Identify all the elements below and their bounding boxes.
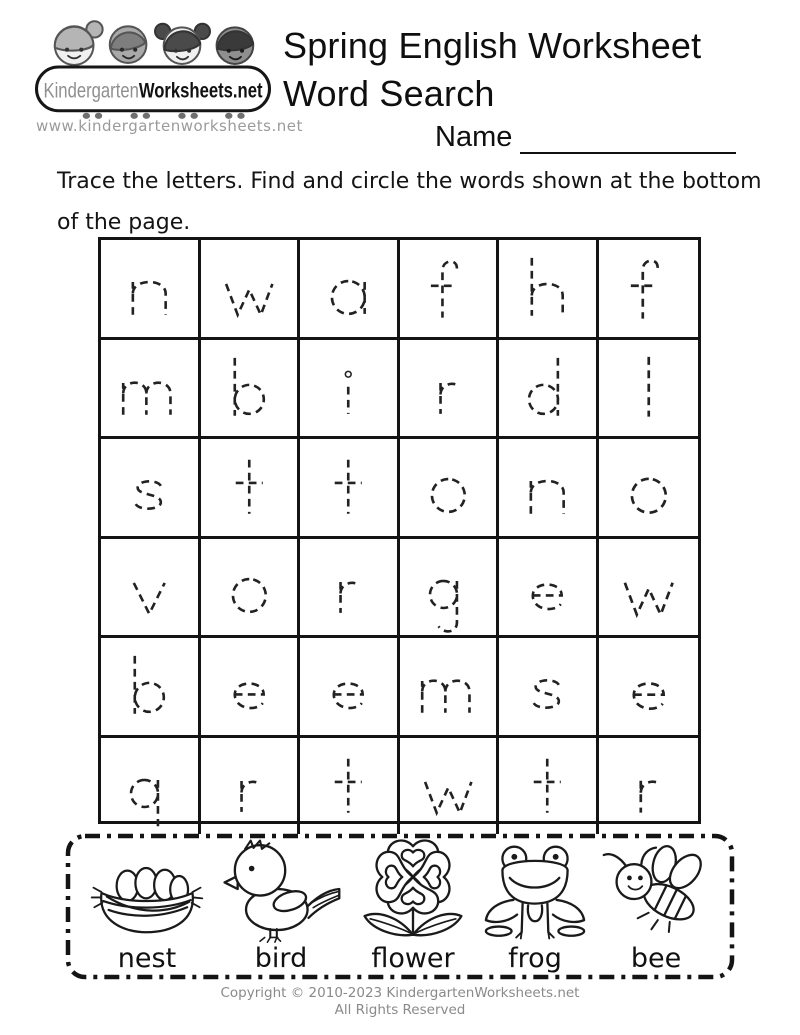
trace-letter-e-icon xyxy=(499,539,596,636)
word-bank-item-bee xyxy=(601,843,711,974)
trace-letter-d-icon xyxy=(499,340,596,437)
flower-icon xyxy=(357,823,469,944)
trace-letter-e-icon xyxy=(599,638,699,735)
grid-cell-r5c5 xyxy=(499,638,599,738)
grid-cell-r1c5 xyxy=(499,240,599,340)
grid-cell-r1c4 xyxy=(400,240,500,340)
trace-letter-w-icon xyxy=(599,539,699,636)
grid-cell-r6c4 xyxy=(400,738,500,835)
grid-cell-r2c1 xyxy=(101,340,201,440)
grid-cell-r1c6 xyxy=(599,240,699,340)
grid-cell-r3c5 xyxy=(499,439,599,539)
trace-letter-t-icon xyxy=(201,439,298,536)
grid-cell-r3c2 xyxy=(201,439,301,539)
word-bank-item-frog xyxy=(482,843,588,974)
trace-letter-o-icon xyxy=(201,539,298,636)
instructions-line2: of the page. xyxy=(57,210,191,235)
trace-letter-l-icon xyxy=(599,340,699,437)
kid-girl-gray-icon xyxy=(55,21,103,65)
instructions-line1: Trace the letters. Find and circle the words shown at the bottom xyxy=(57,169,762,194)
trace-letter-e-icon xyxy=(300,638,397,735)
letter-grid xyxy=(98,237,701,824)
grid-cell-r3c3 xyxy=(300,439,400,539)
trace-letter-s-icon xyxy=(499,638,596,735)
grid-cell-r5c2 xyxy=(201,638,301,738)
nest-icon xyxy=(89,850,205,944)
logo-text: KindergartenWorksheets.net xyxy=(43,79,263,104)
grid-cell-r5c3 xyxy=(300,638,400,738)
name-blank-line xyxy=(520,127,736,154)
grid-cell-r4c3 xyxy=(300,539,400,639)
site-logo xyxy=(33,8,273,130)
grid-cell-r6c2 xyxy=(201,738,301,835)
trace-letter-w-icon xyxy=(400,738,497,835)
trace-letter-n-icon xyxy=(101,240,198,337)
copyright-text: Copyright © 2010-2023 KindergartenWorksheets.net xyxy=(220,985,580,1001)
word-bank-item-bird xyxy=(218,834,344,974)
trace-letter-f-icon xyxy=(400,240,497,337)
kid-boy-gray-icon xyxy=(110,26,147,63)
grid-cell-r4c6 xyxy=(599,539,699,639)
page-title-line2: Word Search xyxy=(283,73,495,114)
grid-cell-r4c5 xyxy=(499,539,599,639)
trace-letter-s-icon xyxy=(101,439,198,536)
trace-letter-b-icon xyxy=(101,638,198,735)
kids-banner-logo-icon xyxy=(33,8,273,125)
grid-cell-r2c4 xyxy=(400,340,500,440)
grid-cell-r1c3 xyxy=(300,240,400,340)
word-label-frog: frog xyxy=(508,943,562,974)
trace-letter-o-icon xyxy=(599,439,699,536)
trace-letter-e-icon xyxy=(201,638,298,735)
kid-boy-dark-icon xyxy=(217,27,254,64)
grid-cell-r2c6 xyxy=(599,340,699,440)
trace-letter-h-icon xyxy=(499,240,596,337)
page-title-line1: Spring English Worksheet xyxy=(283,25,702,66)
trace-letter-r-icon xyxy=(201,738,298,835)
trace-letter-b-icon xyxy=(201,340,298,437)
word-label-bee: bee xyxy=(630,943,682,974)
trace-letter-t-icon xyxy=(499,738,596,835)
grid-cell-r3c1 xyxy=(101,439,201,539)
grid-cell-r5c1 xyxy=(101,638,201,738)
word-bank-item-flower xyxy=(357,823,469,974)
kid-girl-pigtails-icon xyxy=(155,24,210,64)
rights-text: All Rights Reserved xyxy=(334,1002,466,1018)
trace-letter-r-icon xyxy=(300,539,397,636)
instructions xyxy=(57,161,762,243)
trace-letter-r-icon xyxy=(599,738,699,835)
grid-cell-r5c4 xyxy=(400,638,500,738)
grid-cell-r3c4 xyxy=(400,439,500,539)
trace-letter-g-icon xyxy=(400,539,497,636)
name-label: Name xyxy=(435,121,513,153)
grid-cell-r6c1 xyxy=(101,738,201,835)
word-bank xyxy=(65,833,735,980)
word-label-bird: bird xyxy=(254,943,308,974)
trace-letter-r-icon xyxy=(400,340,497,437)
trace-letter-n-icon xyxy=(499,439,596,536)
bird-icon xyxy=(218,834,344,944)
logo-url: www.kindergartenworksheets.net xyxy=(36,117,303,135)
trace-letter-m-icon xyxy=(101,340,198,437)
grid-cell-r3c6 xyxy=(599,439,699,539)
trace-letter-i-icon xyxy=(300,340,397,437)
grid-cell-r1c1 xyxy=(101,240,201,340)
grid-cell-r2c2 xyxy=(201,340,301,440)
frog-icon xyxy=(482,843,588,944)
bee-icon xyxy=(601,843,711,944)
grid-cell-r6c3 xyxy=(300,738,400,835)
grid-cell-r4c2 xyxy=(201,539,301,639)
trace-letter-t-icon xyxy=(300,439,397,536)
trace-letter-v-icon xyxy=(101,539,198,636)
footer xyxy=(0,985,800,1019)
trace-letter-w-icon xyxy=(201,240,298,337)
trace-letter-q-icon xyxy=(101,738,198,835)
trace-letter-o-icon xyxy=(400,439,497,536)
trace-letter-m-icon xyxy=(400,638,497,735)
grid-cell-r2c3 xyxy=(300,340,400,440)
grid-cell-r5c6 xyxy=(599,638,699,738)
word-label-nest: nest xyxy=(117,943,177,974)
word-bank-item-nest xyxy=(89,850,205,974)
name-row xyxy=(435,121,736,154)
word-label-flower: flower xyxy=(371,943,455,974)
grid-cell-r4c1 xyxy=(101,539,201,639)
grid-cell-r4c4 xyxy=(400,539,500,639)
grid-cell-r6c5 xyxy=(499,738,599,835)
grid-cell-r2c5 xyxy=(499,340,599,440)
trace-letter-t-icon xyxy=(300,738,397,835)
grid-cell-r1c2 xyxy=(201,240,301,340)
trace-letter-a-icon xyxy=(300,240,397,337)
trace-letter-f-icon xyxy=(599,240,699,337)
grid-cell-r6c6 xyxy=(599,738,699,835)
